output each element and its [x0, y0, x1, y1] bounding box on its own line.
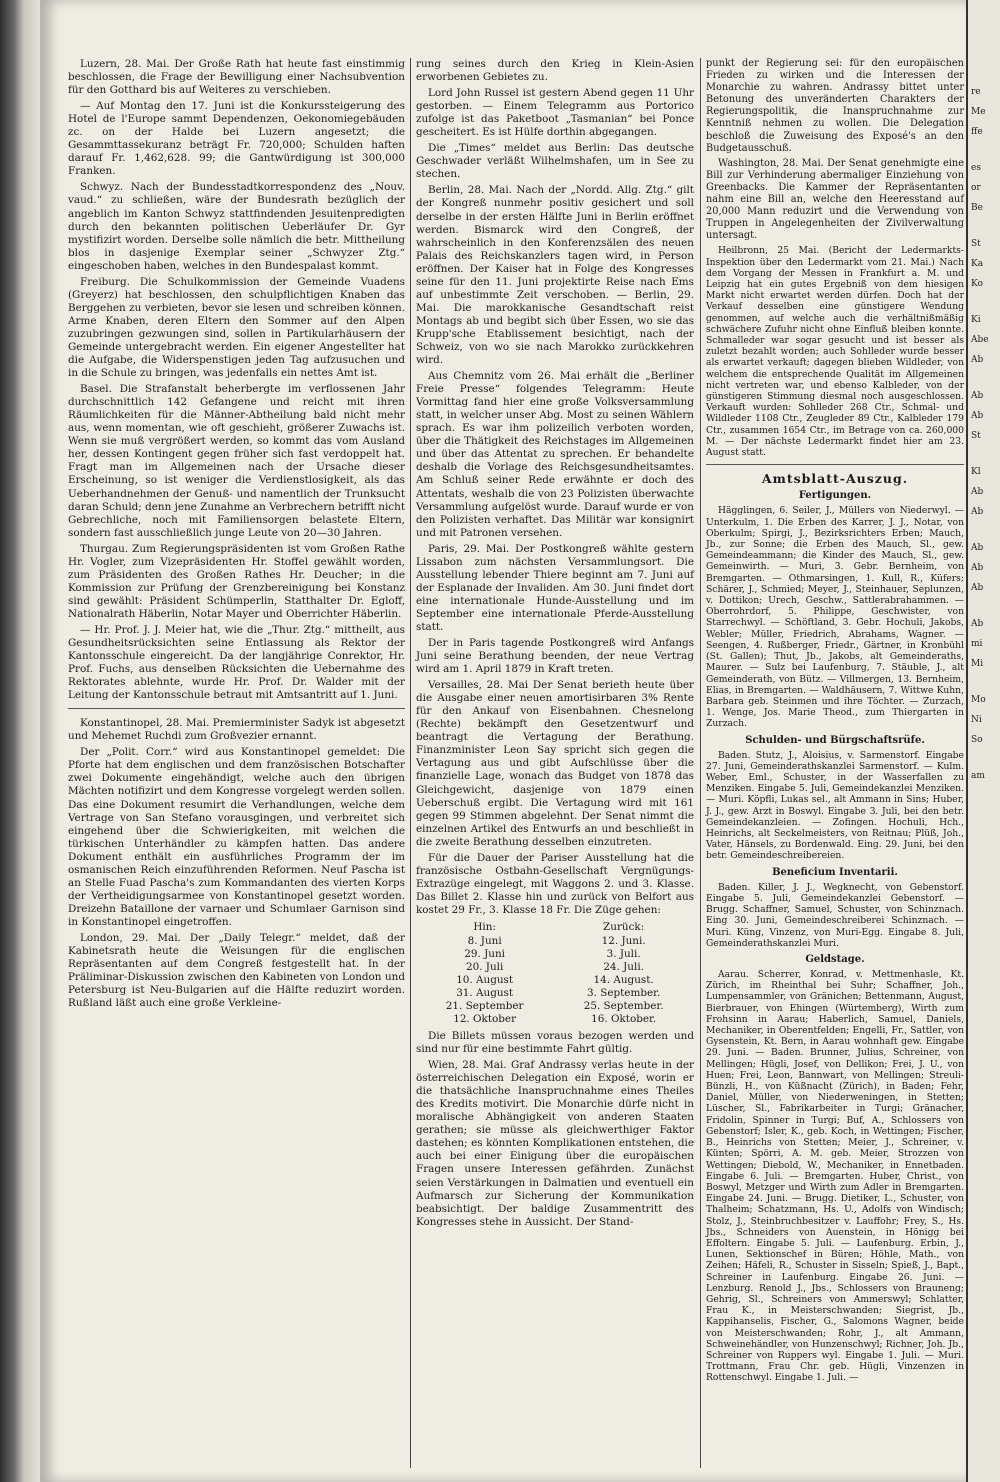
adjacent-page-fragment: Ab [971, 487, 984, 497]
article-chemnitz: Aus Chemnitz vom 26. Mai erhält die „Berliner Freie Presse“ folgendes Telegramm: Heute Vormittag fand hier eine große Volksversammlung statt, in welcher unser Abg. Most zu seinen Wählern sprach. Es war ihm polizeilich verboten worden, über die Thätigkeit des Reichstages im Allgemeinen und über das Attentat zu sprechen. Er behandelte deshalb die Vorlage des Reichsgesundheitsamtes. Am Schluß seiner Rede erwähnte er doch des Attentats, weshalb die von 23 Polizisten überwachte Versammlung aufgelöst wurde. Darauf wurde er von den Polizisten verhaftet. Das Militär war konsignirt und mit Patronen versehen. [416, 370, 694, 539]
adjacent-page-fragment: ffe [971, 127, 983, 137]
amtsblatt-beneficium: Baden. Killer, J. J., Wegknecht, von Gebenstorf. Eingabe 5. Juli, Gemeindekanzlei Gebenstorf. — Brugg. Schaffner, Samuel, Schuster, von Schinznach. Eing 30. Juni, Gemeindeschreiberei Schinznach. — Muri. Küng, Vinzenz, von Muri-Egg. Eingabe 8. Juli, Gemeinderathskanzlei Muri. [706, 881, 964, 949]
article-continuation: rung seines durch den Krieg in Klein-Asien erworbenen Gebietes zu. [416, 58, 694, 84]
adjacent-page-fragment: Ab [971, 355, 984, 365]
column-1 [68, 58, 405, 1013]
table-row [416, 1013, 694, 1026]
article-ostbahn: Für die Dauer der Pariser Ausstellung hat die französische Ostbahn-Gesellschaft Vergnügungs-Extrazüge eingelegt, mit Waggons 2. und 3. Klasse. Das Billet 2. Klasse hin und zurück von Belfort aus kostet 29 Fr., 3. Klasse 18 Fr. Die Züge gehen: [416, 851, 694, 916]
article-thurgau: Thurgau. Zum Regierungspräsidenten ist vom Großen Rathe Hr. Vogler, zum Vizepräsidenten Hr. Stoffel gewählt worden, zum Präsidenten des Großen Rathes Hr. Deucher; in die Kommission zur Prüfung der Grenzbereinigung bei Konstanz sind gewählt: Präsident Schümperlin, Statthalter Dr. Egloff, Nationalrath Häberlin, Notar Mayer und Oberrichter Häberlin. [68, 542, 405, 620]
adjacent-page-fragment: Ko [971, 279, 983, 289]
section-heading: Schulden- und Bürgschaftsrüfe. [745, 734, 925, 746]
section-divider [68, 708, 405, 709]
article-washington: Washington, 28. Mai. Der Senat genehmigte eine Bill zur Verhinderung abermaliger Einziehung von Greenbacks. Die Kammer der Repräsentanten nahm eine Bill an, welche den Heeresstand auf 20,000 Mann reduzirt und die Verwendung von Truppen in Angelegenheiten der Zivilverwaltung untersagt. [706, 157, 964, 242]
adjacent-page-fragment: So [971, 735, 983, 745]
table-row [416, 1000, 694, 1013]
article-postkongress: Der in Paris tagende Postkongreß wird Anfangs Juni seine Berathung beenden, der neue Vertrag wird am 1. April 1879 in Kraft treten. [416, 637, 694, 676]
article-berlin: Berlin, 28. Mai. Nach der „Nordd. Allg. Ztg.“ gilt der Kongreß nunmehr positiv gesichert und soll derselbe in der ersten Hälfte Juni in Berlin eröffnet werden. Bismarck wird den Congreß, der wahrscheinlich in den Konferenzsälen des neuen Palais des Reichskanzlers tagen wird, in Person eröffnen. Der Kaiser hat in Folge des Kongresses seine für den 11. Juni projektirte Reise nach Ems auf unbestimmte Zeit verschoben. — Berlin, 29. Mai. Die marokkanische Gesandtschaft reist Montags ab und begibt sich über Essen, wo sie das Krupp'sche Etablissement besichtigt, nach der Schweiz, von wo sie nach Marokko zurückkehren wird. [416, 184, 694, 367]
train-zurueck-date: 24. Juli. [603, 961, 644, 973]
table-row [416, 961, 694, 974]
adjacent-page-fragment: Kl [971, 467, 981, 477]
column-rule [700, 58, 701, 1468]
train-hin-date: 10. August [456, 974, 514, 986]
train-zurueck-date: 3. Juli. [606, 948, 641, 960]
adjacent-page-fragment: St [971, 239, 981, 249]
adjacent-page-fragment: Me [971, 107, 986, 117]
train-schedule-table [416, 920, 694, 1026]
adjacent-page-fragment: Ab [971, 619, 984, 629]
adjacent-page-fragment: Be [971, 203, 983, 213]
article-times: Die „Times“ meldet aus Berlin: Das deutsche Geschwader verläßt Wilhelmshafen, um in See zu stechen. [416, 142, 694, 181]
adjacent-page-fragment: or [971, 183, 981, 193]
adjacent-page-fragment: es [971, 163, 981, 173]
train-hin-date: 21. September [445, 1000, 524, 1012]
article-heilbronn: Heilbronn, 25 Mai. (Bericht der Ledermarkts-Inspektion über den Ledermarkt vom 21. Mai.) Nach dem Vorgang der Messen in Frankfurt a. M. und Leipzig hat ein gutes Ergebniß von dem hiesigen Markt nicht erwartet werden dürfen. Doch hat der Verkauf desselben eine günstigere Wendung genommen, auf welche auch die verhältnißmäßig schwächere Zufuhr nicht ohne Einfluß bleiben konnte. Schmalleder war sogar gesucht und ist besser als zuletzt bezahlt worden; auch Sohlleder wurde besser als erwartet verkauft; dagegen blieben Wildleder, von welchem die entsprechende Qualität im Allgemeinen nicht vertreten war, und ebenso Kalbleder, von der günstigeren Stimmung diesmal noch ausgeschlossen. Verkauft wurden: Sohlleder 268 Ctr., Schmal- und Wildleder 1108 Ctr., Zeugleder 89 Ctr., Kalbleder 179 Ctr., zusammen 1654 Ctr., im Betrage von ca. 260,000 M. — Der nächste Ledermarkt findet hier am 23. August statt. [706, 245, 964, 459]
article-london: London, 29. Mai. Der „Daily Telegr.“ meldet, daß der Kabinetsrath heute die Weisungen für die englischen Repräsentanten auf dem Congreß festgestellt hat. In der Präliminar-Diskussion zwischen den Kabineten von London und Petersburg ist Neu-Bulgarien auf die Hälfte reduzirt worden. Rußland läßt auch eine große Verkleine- [68, 932, 405, 1010]
table-row [416, 974, 694, 987]
train-hin-date: 31. August [456, 987, 514, 999]
train-zurueck-date: 25. September. [583, 1000, 664, 1012]
article-wien: Wien, 28. Mai. Graf Andrassy verlas heute in der österreichischen Delegation ein Exposé, worin er die thatsächliche Inanspruchnahme eines Theiles des Kredits motivirt. Die Monarchie dürfe nicht in moralische Abhängigkeit von anderen Staaten gerathen; sie müsse als gleichwerthiger Faktor dastehen; es könnten Komplikationen entstehen, die auch bei einer Einigung über die europäischen Fragen unsere Interessen gefährden. Zunächst seien Verstärkungen in Dalmatien und eventuell ein Aufmarsch zur Sicherung der Kommunikation beabsichtigt. Der baldige Zusammentritt des Kongresses stehe in Aussicht. Der Stand- [416, 1059, 694, 1228]
article-paris: Paris, 29. Mai. Der Postkongreß wählte gestern Lissabon zum nächsten Versammlungsort. Die Ausstellung lebender Thiere beginnt am 7. Juni auf der Esplanade der Invaliden. Am 30. Juni findet dort eine internationale Hunde-Ausstellung und im September eine internationale Pferde-Ausstellung statt. [416, 542, 694, 633]
adjacent-page-text [968, 0, 1000, 782]
train-zurueck-date: 12. Juni. [601, 935, 646, 947]
article-thurgau-meier: — Hr. Prof. J. J. Meier hat, wie die „Thur. Ztg.“ mittheilt, aus Gesundheitsrücksichten seine Entlassung als Rektor der Kantonsschule eingereicht. Da der langjährige Conrektor, Hr. Prof. Fuchs, aus denselben Rücksichten die Uebernahme des Rektorates ablehnte, wurde Hr. Prof. Dr. Walder mit der Leitung der Kantonsschule betraut mit Amtsantritt auf 1. Juni. [68, 623, 405, 702]
article-billets: Die Billets müssen voraus bezogen werden und sind nur für eine bestimmte Fahrt gültig. [416, 1030, 694, 1056]
train-hin-date: 20. Juli [465, 961, 504, 973]
adjacent-page-fragment: Ab [971, 583, 984, 593]
train-hin-date: 12. Oktober [453, 1013, 517, 1025]
article-lord-russel: Lord John Russel ist gestern Abend gegen 11 Uhr gestorben. — Einem Telegramm aus Portorico zufolge ist das Paketboot „Tasmanian“ bei Ponce gescheitert. Es ist Hülfe dorthin abgegangen. [416, 87, 694, 139]
column-2 [416, 58, 694, 1232]
adjacent-page-fragment: St [971, 431, 981, 441]
train-zurueck-date: 14. August. [593, 974, 654, 986]
adjacent-page-fragment: mi [971, 639, 983, 649]
article-continuation: punkt der Regierung sei: für den europäischen Frieden zu wirken und die Interessen der Monarchie zu wahren. Andrassy bittet unter Betonung des unveränderten Charakters der Regierungspolitik, die Inanspruchnahme zur Kenntniß nehmen zu wollen. Die Delegation beschloß die Zuweisung des Exposé's an den Budgetausschuß. [706, 58, 964, 154]
amtsblatt-schulden: Baden. Stutz, J., Aloisius, v. Sarmenstorf. Eingabe 27. Juni, Gemeinderathskanzlei Sarmenstorf. — Kulm. Weber, Eml., Schuster, in der Wasserfallen zu Menziken. Eingabe 5. Juli, Gemeindekanzlei Menziken. — Muri. Köpfli, Lukas sel., alt Ammann in Sins; Huber, J. J., gew. Arzt in Boswyl. Eingabe 3. Juli, bei den betr. Gemeindekanzleien. — Zofingen. Hochuli, Hch., Heinrichs, alt Seckelmeisters, von Reitnau; Plüß, Joh., Vater, Hänsels, zu Bordenwald. Eing. 29. Juni, bei den betr. Gemeindeschreibereien. [706, 749, 964, 862]
train-hin-date: 8. Juni [467, 935, 502, 947]
table-row [416, 987, 694, 1000]
adjacent-page-strip [966, 0, 1000, 1482]
column-rule [410, 58, 411, 1468]
section-divider [706, 464, 964, 465]
adjacent-page-fragment: Ab [971, 507, 984, 517]
adjacent-page-fragment: Ab [971, 563, 984, 573]
adjacent-page-fragment: Ab [971, 411, 984, 421]
train-zurueck-date: 3. September. [587, 987, 661, 999]
amtsblatt-title: Amtsblatt-Auszug. [761, 471, 909, 487]
train-zurueck-date: 16. Oktober. [591, 1013, 657, 1025]
adjacent-page-fragment: Abe [971, 335, 989, 345]
amtsblatt-geldstage: Aarau. Scherrer, Konrad, v. Mettmenhasle, Kt. Zürich, im Rheinthal bei Suhr; Schaffner, Joh., Lumpensammler, von Gränichen; Bettenmann, August, Bierbrauer, von Ehingen (Würtemberg), Wirth zum Frohsinn in Aarau; Haberlich, Samuel, Daniels, Mechaniker, in Oberentfelden; Engelli, Fr., Sattler, von Gysenstein, Kt. Bern, in Aarau wohnhaft gew. Eingabe 29. Juni. — Baden. Brunner, Julius, Schreiner, von Mellingen; Hügli, Josef, von Dellikon; Frei, J. U., von Huen; Frei, Leon, Bannwart, von Mellingen; Streuli-Bünzli, H., von Küßnacht (Zürich), in Baden; Fehr, Daniel, Müller, von Niederweningen, in Stetten; Lüscher, Sl., Fabrikarbeiter in Turgi; Gränacher, Fridolin, Spinner in Turgi; Buf, A., Schlossers von Gebenstorf; Isler, K., geb. Koch, in Wettingen; Fischer, B., Heinrichs von Stetten; Meier, J., Schreiner, v. Künten; Spörri, A. M. geb. Meier, Strozzen von Wettingen; Diebold, W., Mechaniker, in Ennetbaden. Eingabe 6. Juli. — Bremgarten. Huber, Christ., von Boswyl, Metzger und Wirth zum Adler in Bremgarten. Eingabe 24. Juni. — Brugg. Dietiker, L., Schuster, von Thalheim; Schatzmann, Hs. U., Adolfs von Windisch; Stolz, J., Steinbruchbesitzer v. Lauffohr; Frey, S., Hs. Jbs., Schneiders von Auenstein, in Hönigg bei Effoltern. Eingabe 5. Juli. — Laufenburg. Erbin, J., Lunen, Sektionschef in Büren; Höhle, Math., von Zeihen; Häfeli, R., Schuster in Sisseln; Spieß, J., Bapt., Schreiner in Laufenburg. Eingabe 26. Juni. — Lenzburg. Renold J., Jbs., Schlossers von Brauneng; Gehrig, Sl., Schreiners von Ammerswyl; Schlatter, Frau K., in Meisterschwanden; Siegrist, Jb., Kappihanselis, Fischer, G., Salomons Wagner, beide von Meisterschwanden; Rohr, J., alt Ammann, Schweinehändler, von Hunzenschwyl; Richner, Joh. Jb., Schreiner von Ruppers wyl. Eingabe 1. Juli. — Muri. Trottmann, Frau Chr. geb. Hügli, Vinzenzen in Rottenschwyl. Eingabe 1. Juli. — [706, 969, 964, 1384]
section-heading: Beneficium Inventarii. [772, 866, 898, 878]
column-3 [706, 58, 964, 1387]
adjacent-page-fragment: Ab [971, 543, 984, 553]
table-row [416, 935, 694, 948]
book-binding-edge [0, 0, 40, 1482]
adjacent-page-fragment: Ni [971, 715, 982, 725]
adjacent-page-fragment: Ka [971, 259, 984, 269]
adjacent-page-fragment: Ab [971, 391, 984, 401]
article-basel: Basel. Die Strafanstalt beherbergte im verflossenen Jahr durchschnittlich 142 Gefangene und reicht mit ihren Räumlichkeiten für die Männer-Abtheilung bald nicht mehr aus, wenn momentan, wie oft geschieht, größerer Zuwachs ist. Wenn sie muß vergrößert werden, so kommt das vom Ausland her, dessen Kontingent gegen früher sich fast verdoppelt hat. Fragt man im Allgemeinen nach der Ursache dieser Erscheinung, so ist weniger die Verdienstlosigkeit, als das Ueberhandnehmen der Genuß- und namentlich der Trunksucht daran Schuld; denn jene Zunahme an Verbrechern betrifft nicht Gebrechliche, noch mit Familiensorgen belastete Eltern, sondern fast ausschließlich junge Leute von 20—30 Jahren. [68, 383, 405, 539]
train-hin-date: 29. Juni [464, 948, 505, 960]
adjacent-page-fragment: Mi [971, 659, 984, 669]
article-polit-corr: Der „Polit. Corr.“ wird aus Konstantinopel gemeldet: Die Pforte hat dem englischen und dem französischen Botschafter zwei Dokumente eingehändigt, welche auch den übrigen Mächten notifizirt und dem Kongresse vorgelegt werden sollen. Das eine Dokument resumirt die Verhandlungen, welche dem Vertrage von San Stefano vorausgingen, und verbreitet sich eingehend über die Schwierigkeiten, mit welchen die türkischen Unterhändler zu kämpfen hatten. Das andere Dokument enthält ein ausführliches Programm der im osmanischen Reich einzuführenden Reformen. Neuf Pascha ist an Stelle Fuad Pascha's zum Kommandanten des vierten Korps der Vertheidigungsarmee von Konstantinopel gesetzt worden. Dreizehn Bataillone der varnaer und Schumlaer Garnison sind in Konstantinopel eingetroffen. [68, 746, 405, 928]
article-freiburg: Freiburg. Die Schulkommission der Gemeinde Vuadens (Greyerz) hat beschlossen, den schulpflichtigen Knaben das Berggehen zu verbieten, bevor sie lesen und schreiben können. Arme Knaben, deren Eltern den Sommer auf den Alpen zuzubringen gezwungen sind, sollen in Partikularhäusern der Gemeinde untergebracht werden. Ein eigener Angestellter hat die Aufgabe, die Widerspenstigen jeden Tag aufzusuchen und in die Schule zu bringen, was jedenfalls ein nettes Amt ist. [68, 275, 405, 380]
adjacent-page-fragment: am [971, 771, 985, 781]
article-luzern: Luzern, 28. Mai. Der Große Rath hat heute fast einstimmig beschlossen, die Frage der Bewilligung einer Nachsubvention für den Gotthard bis auf Weiteres zu verschieben. [68, 58, 405, 97]
section-heading: Geldstage. [805, 953, 865, 965]
article-konstantinopel: Konstantinopel, 28. Mai. Premierminister Sadyk ist abgesetzt und Mehemet Ruchdi zum Großvezier ernannt. [68, 717, 405, 743]
table-row [416, 948, 694, 961]
adjacent-page-fragment: Ki [971, 315, 981, 325]
amtsblatt-fertigungen: Hägglingen, 6. Seiler, J., Müllers von Niederwyl. — Unterkulm, 1. Die Erben des Karrer, J. J., Notar, von Oberkulm; Spirgi, J., Bezirksrichters Erben; Mauch, Jb., zur Sonne; die Erben des Mauch, Sl., gew. Gemeindeammann; die Kinder des Mauch, Sl., gew. Gemeinwirth. — Muri, 3. Gebr. Bernheim, von Bremgarten. — Othmarsingen, 1. Kull, R., Küfers; Schärer, J., Schmied; Meyer, J., Steinhauer, Seplunzen, v. Dottikon; Urech, Geschw., Sattlerabrahammen. — Oberrohrdorf, 5. Philippe, Geschwister, von Starrechwyl. — Schöftland, 3. Gebr. Hochuli, Jakobs, Webler; Müller, Friedrich, Abrahams, Wagner. — Seengen, 4. Rußberger, Friedr., Gärtner, in Kronbühl (St. Gallen); Thut, Jb., Jakobs, alt Gemeinderaths, Maurer. — Sulz bei Laufenburg, 7. Stäuble, J., alt Gemeinderath, von Bütz. — Villmergen, 13. Bernheim, Elias, in Bremgarten. — Waldhäusern, 7. Wittwe Kuhn, Barbara geb. Steinmen und ihre Töchter. — Zurzach, 1. Wenge, Jos. Marie Theod., zum Thiergarten in Zurzach. [706, 505, 964, 730]
article-versailles: Versailles, 28. Mai Der Senat berieth heute über die Ausgabe einer neuen amortisirbaren 3% Rente für den Ankauf von Eisenbahnen. Chesnelong (Rechte) bekämpft den Gesetzentwurf und beantragt die Vertagung der Berathung. Finanzminister Leon Say spricht sich gegen die Vertagung aus und gibt Aufschlüsse über die finanzielle Lage, wonach das Budget von 1878 das Gleichgewicht, dasjenige von 1879 einen Ueberschuß ergibt. Die Vertagung wird mit 161 gegen 99 Stimmen abgelehnt. Der Senat nimmt die einzelnen Artikel des Entwurfs an und beschließt in die zweite Berathung desselben einzutreten. [416, 679, 694, 848]
train-header-hin: Hin: [473, 921, 496, 933]
article-luzern-hotel: — Auf Montag den 17. Juni ist die Konkurssteigerung des Hotel de l'Europe sammt Dependenzen, Oekonomiegebäuden zc. on der Halde bei Luzern angesetzt; die Gesammttassekuranz beträgt Fr. 720,000; Schulden haften darauf Fr. 1,462,628. 99; die Gantwürdigung ist 300,000 Franken. [68, 100, 405, 178]
adjacent-page-fragment: Mo [971, 695, 986, 705]
train-header-zurueck: Zurück: [603, 921, 645, 933]
adjacent-page-fragment: re [971, 87, 981, 97]
article-schwyz: Schwyz. Nach der Bundesstadtkorrespondenz des „Nouv. vaud.“ zu schließen, wäre der Bundesrath bezüglich der angeblich im Kanton Schwyz stattfindenden Jesuitenpredigten durch den bekannten politischen Ueberläufer Dr. Gyr mystifizirt worden. Derselbe solle nämlich die betr. Mittheilung blos in dasjenige Exemplar seiner „Schwyzer Ztg.“ eingeschoben haben, welches in den Bundespalast kommt. [68, 181, 405, 272]
section-heading: Fertigungen. [798, 490, 872, 502]
